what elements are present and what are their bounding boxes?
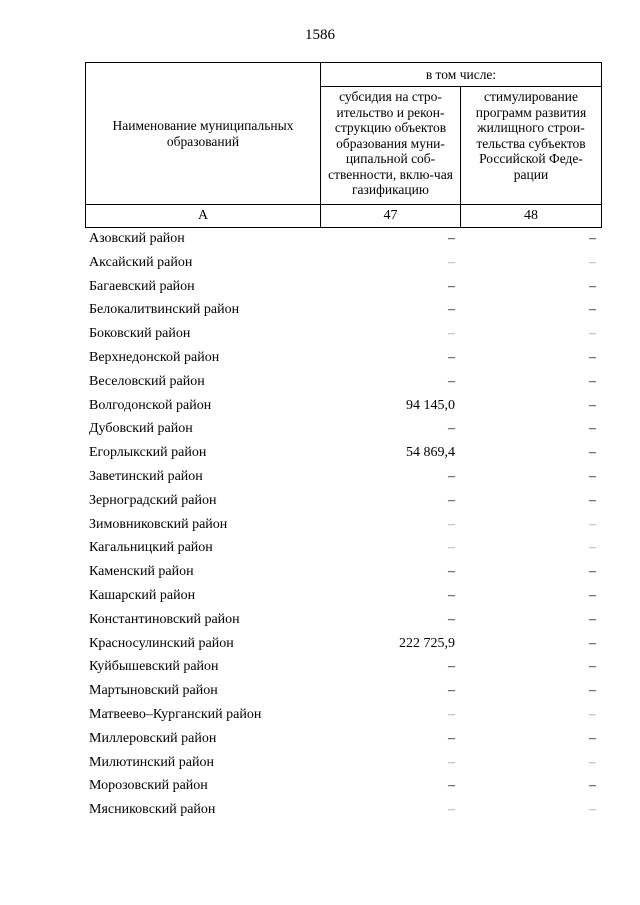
table-row [85,609,601,633]
row-value-48: – [589,492,596,508]
table-row [85,395,601,419]
table-row [85,728,601,752]
row-value-47: – [448,516,455,532]
row-value-48: – [589,587,596,603]
table-row [85,704,601,728]
row-value-47: – [448,706,455,722]
page-number: 1586 [305,27,335,43]
table-header [85,62,602,228]
row-value-47: – [448,278,455,294]
table-row [85,752,601,776]
header-group-label: в том числе: [321,63,602,87]
table-row [85,514,601,538]
row-name: Константиновский район [89,611,240,627]
row-name: Веселовский район [89,373,205,389]
row-value-48: – [589,373,596,389]
header-column-48: стимулирование программ развития жилищного строи-тельства субъектов Российской Феде-рации [461,87,602,205]
table-body [85,228,601,823]
table-row [85,442,601,466]
row-value-48: – [589,254,596,270]
row-value-47: – [448,254,455,270]
row-name: Дубовский район [89,421,193,437]
row-value-48: – [589,302,596,318]
row-value-48: – [589,516,596,532]
row-value-48: – [589,730,596,746]
row-name: Морозовский район [89,778,208,794]
row-value-47: – [448,802,455,818]
row-value-47: – [448,659,455,675]
table-row [85,347,601,371]
row-value-48: – [589,635,596,651]
row-name: Зерноградский район [89,492,217,508]
index-name: А [86,205,321,228]
row-value-48: – [589,421,596,437]
table-row [85,299,601,323]
table-row [85,490,601,514]
row-name: Милютинский район [89,754,215,770]
row-value-47: – [448,468,455,484]
row-value-48: – [589,278,596,294]
row-value-47: – [448,730,455,746]
row-name: Мартыновский район [89,683,218,699]
table-row [85,680,601,704]
row-name: Волгодонской район [89,397,212,413]
row-value-47: – [448,564,455,580]
header-name-column: Наименование муниципальных образований [86,63,321,205]
table-row [85,537,601,561]
row-value-48: – [589,326,596,342]
table-row [85,775,601,799]
row-name: Азовский район [89,231,185,246]
table-row [85,561,601,585]
table-row [85,371,601,395]
index-col47: 47 [321,205,461,228]
row-name: Мясниковский район [89,802,216,818]
table-row [85,323,601,347]
row-value-48: – [589,349,596,365]
row-name: Аксайский район [89,254,193,270]
table-row [85,418,601,442]
row-name: Кашарский район [89,587,196,603]
row-value-48: – [589,611,596,627]
table-row [85,252,601,276]
row-value-47: – [448,778,455,794]
table-row [85,656,601,680]
row-value-47: – [448,302,455,318]
row-value-48: – [589,659,596,675]
row-name: Кагальницкий район [89,540,213,556]
row-value-47: – [448,754,455,770]
table-row [85,466,601,490]
row-name: Миллеровский район [89,730,217,746]
row-name: Белокалитвинский район [89,302,240,318]
row-value-48: – [589,445,596,461]
row-value-47: 94 145,0 [406,397,455,413]
row-value-47: – [448,421,455,437]
row-value-47: – [448,611,455,627]
row-value-48: – [589,540,596,556]
row-name: Матвеево–Курганский район [89,706,262,722]
row-value-47: – [448,373,455,389]
row-name: Егорлыкский район [89,445,207,461]
table-row [85,799,601,823]
row-value-48: – [589,564,596,580]
row-name: Куйбышевский район [89,659,219,675]
row-value-48: – [589,802,596,818]
row-value-48: – [589,683,596,699]
row-name: Боковский район [89,326,191,342]
table-row [85,276,601,300]
row-value-47: 54 869,4 [406,445,455,461]
row-value-47: – [448,326,455,342]
index-col48: 48 [461,205,602,228]
row-value-48: – [589,397,596,413]
row-value-48: – [589,778,596,794]
row-value-47: – [448,349,455,365]
row-value-48: – [589,231,596,246]
row-name: Заветинский район [89,468,203,484]
row-value-48: – [589,468,596,484]
row-value-48: – [589,706,596,722]
table-row [85,228,601,252]
row-name: Зимовниковский район [89,516,228,532]
row-name: Верхнедонской район [89,349,220,365]
row-value-47: – [448,492,455,508]
row-name: Каменский район [89,564,194,580]
row-value-47: – [448,540,455,556]
row-value-48: – [589,754,596,770]
row-value-47: 222 725,9 [399,635,455,651]
row-value-47: – [448,587,455,603]
table-row [85,585,601,609]
table-row [85,633,601,657]
row-name: Багаевский район [89,278,195,294]
row-name: Красносулинский район [89,635,234,651]
row-value-47: – [448,231,455,246]
row-value-47: – [448,683,455,699]
header-column-47: субсидия на стро-ительство и рекон-струкцию объектов образования муни-ципальной соб-ственности, вклю-чая газификацию [321,87,461,205]
